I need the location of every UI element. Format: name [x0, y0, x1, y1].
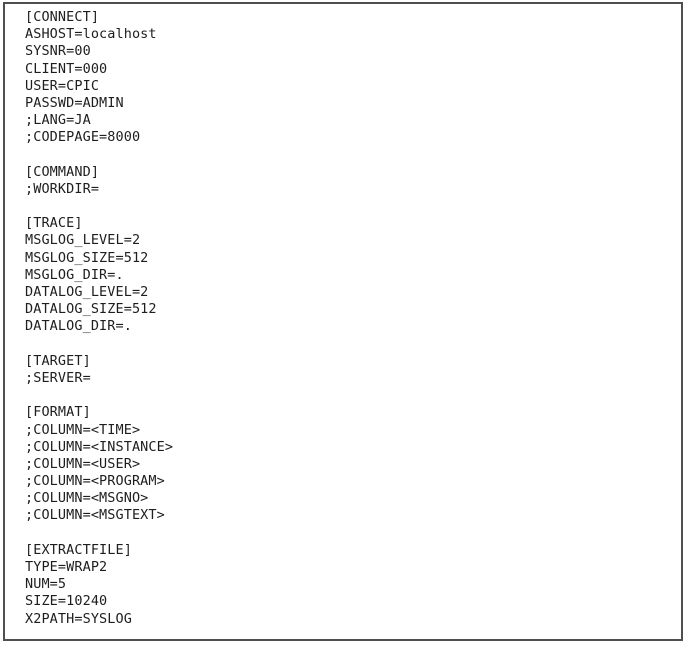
config-line: SYSNR=00	[25, 43, 91, 60]
config-line: ;WORKDIR=	[25, 180, 100, 197]
config-line: ;CODEPAGE=8000	[25, 129, 141, 146]
config-line: MSGLOG_DIR=.	[25, 266, 124, 283]
config-line: TYPE=WRAP2	[25, 559, 108, 575]
config-line: X2PATH=SYSLOG	[25, 610, 132, 627]
config-line: ;COLUMN=<USER>	[25, 455, 141, 472]
config-line: CLIENT=000	[25, 60, 108, 77]
config-line: ;SERVER=	[25, 369, 91, 386]
config-line: DATALOG_DIR=.	[25, 318, 132, 335]
config-line: DATALOG_LEVEL=2	[25, 284, 149, 300]
config-section	[25, 353, 673, 387]
config-line: MSGLOG_LEVEL=2	[25, 232, 141, 249]
config-line: ;COLUMN=<MSGNO>	[25, 490, 149, 507]
config-line: NUM=5	[25, 576, 67, 593]
section-header: [CONNECT]	[25, 9, 100, 25]
config-line: PASSWD=ADMIN	[25, 94, 124, 111]
config-section	[25, 9, 673, 147]
section-header: [FORMAT]	[25, 404, 91, 421]
config-file-frame	[3, 2, 683, 641]
config-line: DATALOG_SIZE=512	[25, 301, 157, 318]
config-file-content	[5, 4, 681, 628]
config-section	[25, 215, 673, 335]
config-line: USER=CPIC	[25, 77, 100, 94]
config-line: ASHOST=localhost	[25, 26, 157, 43]
section-header: [EXTRACTFILE]	[25, 541, 132, 558]
config-line: ;COLUMN=<INSTANCE>	[25, 438, 174, 455]
config-section	[25, 164, 673, 198]
config-line: ;COLUMN=<TIME>	[25, 421, 141, 438]
section-header: [TRACE]	[25, 215, 83, 232]
config-line: MSGLOG_SIZE=512	[25, 249, 149, 266]
config-section	[25, 542, 673, 628]
config-line: SIZE=10240	[25, 593, 108, 610]
section-header: [TARGET]	[25, 352, 91, 369]
section-header: [COMMAND]	[25, 163, 100, 180]
config-line: ;LANG=JA	[25, 112, 91, 129]
config-line: ;COLUMN=<PROGRAM>	[25, 473, 165, 490]
config-line: ;COLUMN=<MSGTEXT>	[25, 507, 165, 524]
config-section	[25, 404, 673, 524]
